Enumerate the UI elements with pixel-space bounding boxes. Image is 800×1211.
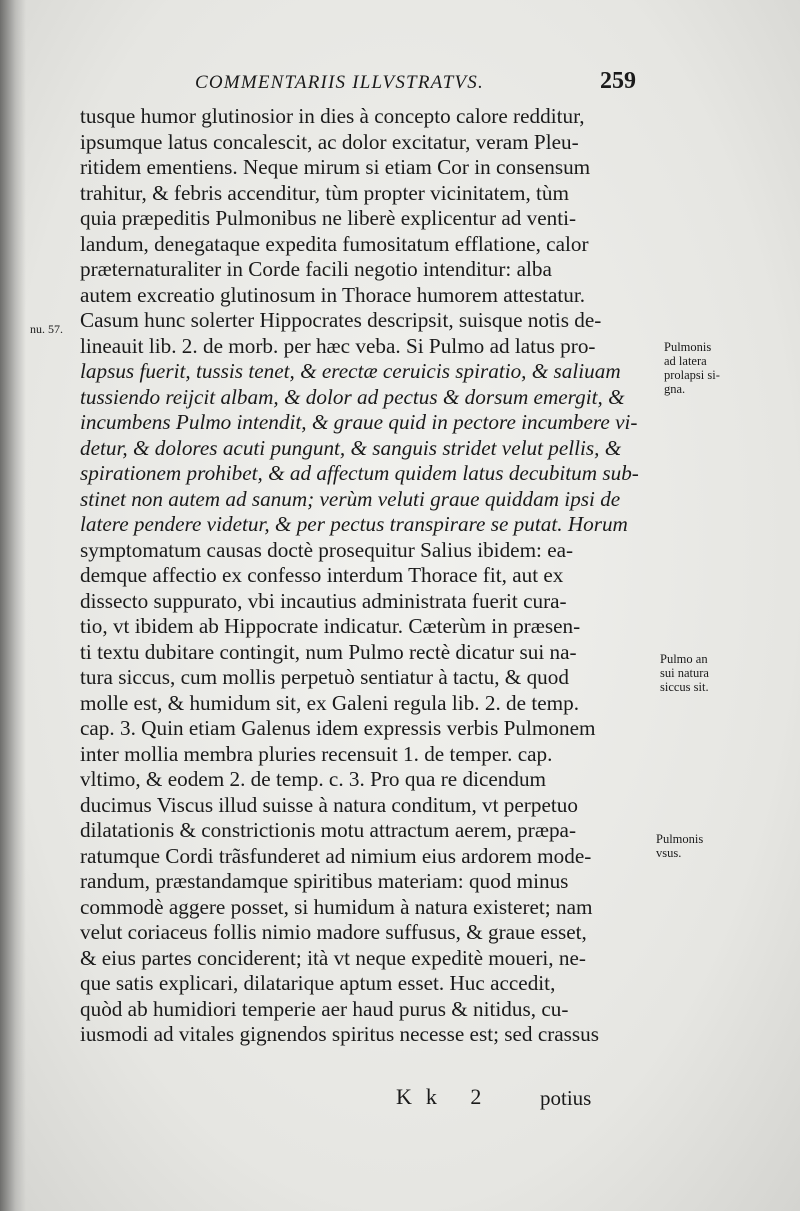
text-line: latere pendere videtur, & per pectus transpirare se putat. Horum: [80, 512, 628, 536]
text-line: ducimus Viscus illud suisse à natura conditum, vt perpetuo: [80, 792, 578, 817]
text-line: molle est, & humidum sit, ex Galeni regula lib. 2. de temp.: [80, 690, 579, 715]
margin-note-line: Pulmonis: [664, 340, 712, 354]
page-number: 259: [600, 68, 636, 94]
running-title: COMMENTARIIS ILLVSTRATVS.: [195, 72, 484, 93]
text-line: Casum hunc solerter Hippocrates descripsit, suisque notis de-: [80, 308, 602, 332]
text-line: iusmodi ad vitales gignendos spiritus necesse est; sed crassus: [80, 1022, 600, 1046]
text-line: inter mollia membra pluries recensuit 1. de temper. cap.: [80, 741, 553, 766]
text-line: dissecto suppurato, vbi incautius administrata fuerit cura-: [80, 588, 567, 613]
margin-note-line: gna.: [664, 382, 686, 396]
text-line: lapsus fuerit, tussis tenet, & erectæ ceruicis spiratio, & saliuam: [80, 359, 621, 383]
signature-mark: Kk 2: [396, 1084, 496, 1109]
text-line: cap. 3. Quin etiam Galenus idem expressis verbis Pulmonem: [80, 716, 596, 740]
text-line: quòd ab humidiori temperie aer haud purus & nitidus, cu-: [80, 996, 569, 1021]
text-line: velut coriaceus follis nimio madore suffusus, & graue esset,: [80, 920, 587, 944]
text-line: tura siccus, cum mollis perpetuò sentiatur à tactu, & quod: [80, 665, 569, 689]
text-line: ratumque Cordi trãsfunderet ad nimium eius ardorem mode-: [80, 843, 592, 868]
margin-note-lung-use: [656, 832, 703, 860]
margin-note-line: ad latera: [664, 354, 707, 368]
margin-note-line: Pulmonis: [656, 832, 704, 846]
text-line: & eius partes conciderent; ità vt neque expeditè moueri, ne-: [80, 945, 586, 970]
margin-note-line: prolapsi si-: [664, 368, 720, 382]
main-text-block: [80, 104, 656, 1048]
margin-line-number: nu. 57.: [30, 322, 63, 336]
text-line: dilatationis & constrictionis motu attractum aerem, præpa-: [80, 818, 577, 842]
text-line: demque affectio ex confesso interdum Thorace fit, aut ex: [80, 563, 564, 587]
margin-note-prolapse-signs: [664, 340, 720, 396]
margin-note-line: vsus.: [656, 846, 682, 860]
text-line: randum, præstandamque spiritibus materiam: quod minus: [80, 869, 569, 893]
binding-shadow: [0, 0, 26, 1211]
text-line: ipsumque latus concalescit, ac dolor excitatur, veram Pleu-: [80, 129, 579, 154]
text-line: detur, & dolores acuti pungunt, & sanguis stridet velut pellis, &: [80, 435, 622, 460]
text-line: tio, vt ibidem ab Hippocrate indicatur. Cæterùm in præsen-: [80, 614, 581, 638]
text-line: autem excreatio glutinosum in Thorace humorem attestatur.: [80, 282, 586, 307]
margin-note-line: siccus sit.: [660, 680, 709, 694]
text-line: incumbens Pulmo intendit, & graue quid in pectore incumbere vi-: [80, 410, 638, 434]
text-line: tussiendo reijcit albam, & dolor ad pectus & dorsum emergit, &: [80, 384, 625, 409]
text-line: tusque humor glutinosior in dies à concepto calore redditur,: [80, 104, 585, 128]
text-line: que satis explicari, dilatarique aptum esset. Huc accedit,: [80, 971, 556, 995]
catchword: potius: [540, 1086, 592, 1110]
text-line: præternaturaliter in Corde facili negotio intenditur: alba: [80, 257, 552, 281]
margin-note-dryness: [660, 652, 709, 694]
text-line: symptomatum causas doctè prosequitur Salius ibidem: ea-: [80, 537, 574, 562]
text-line: quia præpeditis Pulmonibus ne liberè explicentur ad venti-: [80, 206, 577, 230]
text-line: trahitur, & febris accenditur, tùm propter vicinitatem, tùm: [80, 180, 569, 205]
margin-note-line: Pulmo an: [660, 652, 708, 666]
margin-note-line: sui natura: [660, 666, 709, 680]
text-line: stinet non autem ad sanum; verùm veluti graue quiddam ipsi de: [80, 486, 621, 511]
text-line: spirationem prohibet, & ad affectum quidem latus decubitum sub-: [80, 461, 639, 485]
text-line: vltimo, & eodem 2. de temp. c. 3. Pro qua re dicendum: [80, 767, 547, 791]
text-line: landum, denegataque expedita fumositatum efflatione, calor: [80, 231, 589, 256]
text-line: commodè aggere posset, si humidum à natura existeret; nam: [80, 894, 593, 919]
text-line: lineauit lib. 2. de morb. per hæc veba. Si Pulmo ad latus pro-: [80, 333, 596, 358]
text-line: ritidem ementiens. Neque mirum si etiam Cor in consensum: [80, 155, 591, 179]
text-line: ti textu dubitare contingit, num Pulmo rectè dicatur sui na-: [80, 639, 577, 664]
